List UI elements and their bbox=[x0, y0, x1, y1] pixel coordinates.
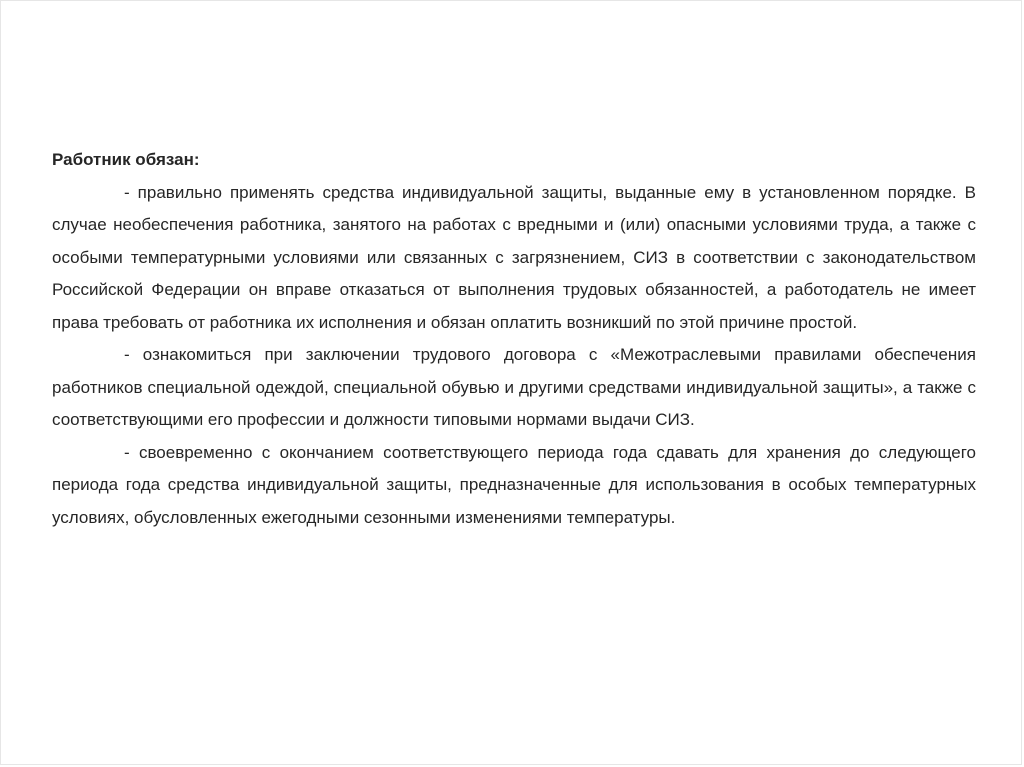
section-heading: Работник обязан: bbox=[52, 150, 200, 169]
paragraph-seasonal-return: - своевременно с окончанием соответствующего периода года сдавать для хранения до следующего периода года средства индивидуальной защиты, предназначенные для использования в особых температурных условиях, обусловленных ежегодными сезонными изменениями температуры. bbox=[52, 442, 976, 527]
paragraph-rules-familiarization: - ознакомиться при заключении трудового договора с «Межотраслевыми правилами обеспечения работников специальной одеждой, специальной обувью и другими средствами индивидуальной защиты», а также с соответствующими его профессии и должности типовыми нормами выдачи СИЗ. bbox=[52, 345, 976, 429]
paragraph-ppe-usage: - правильно применять средства индивидуальной защиты, выданные ему в установленном порядке. В случае необеспечения работника, занятого на работах с вредными и (или) опасными условиями труда, а также с особыми температурными условиями или связанных с загрязнением, СИЗ в соответствии с законодательством Российской Федерации он вправе отказаться от выполнения трудовых обязанностей, а работодатель не имеет права требовать от работника их исполнения и обязан оплатить возникший по этой причине простой. bbox=[52, 182, 976, 332]
document-body bbox=[52, 144, 976, 534]
